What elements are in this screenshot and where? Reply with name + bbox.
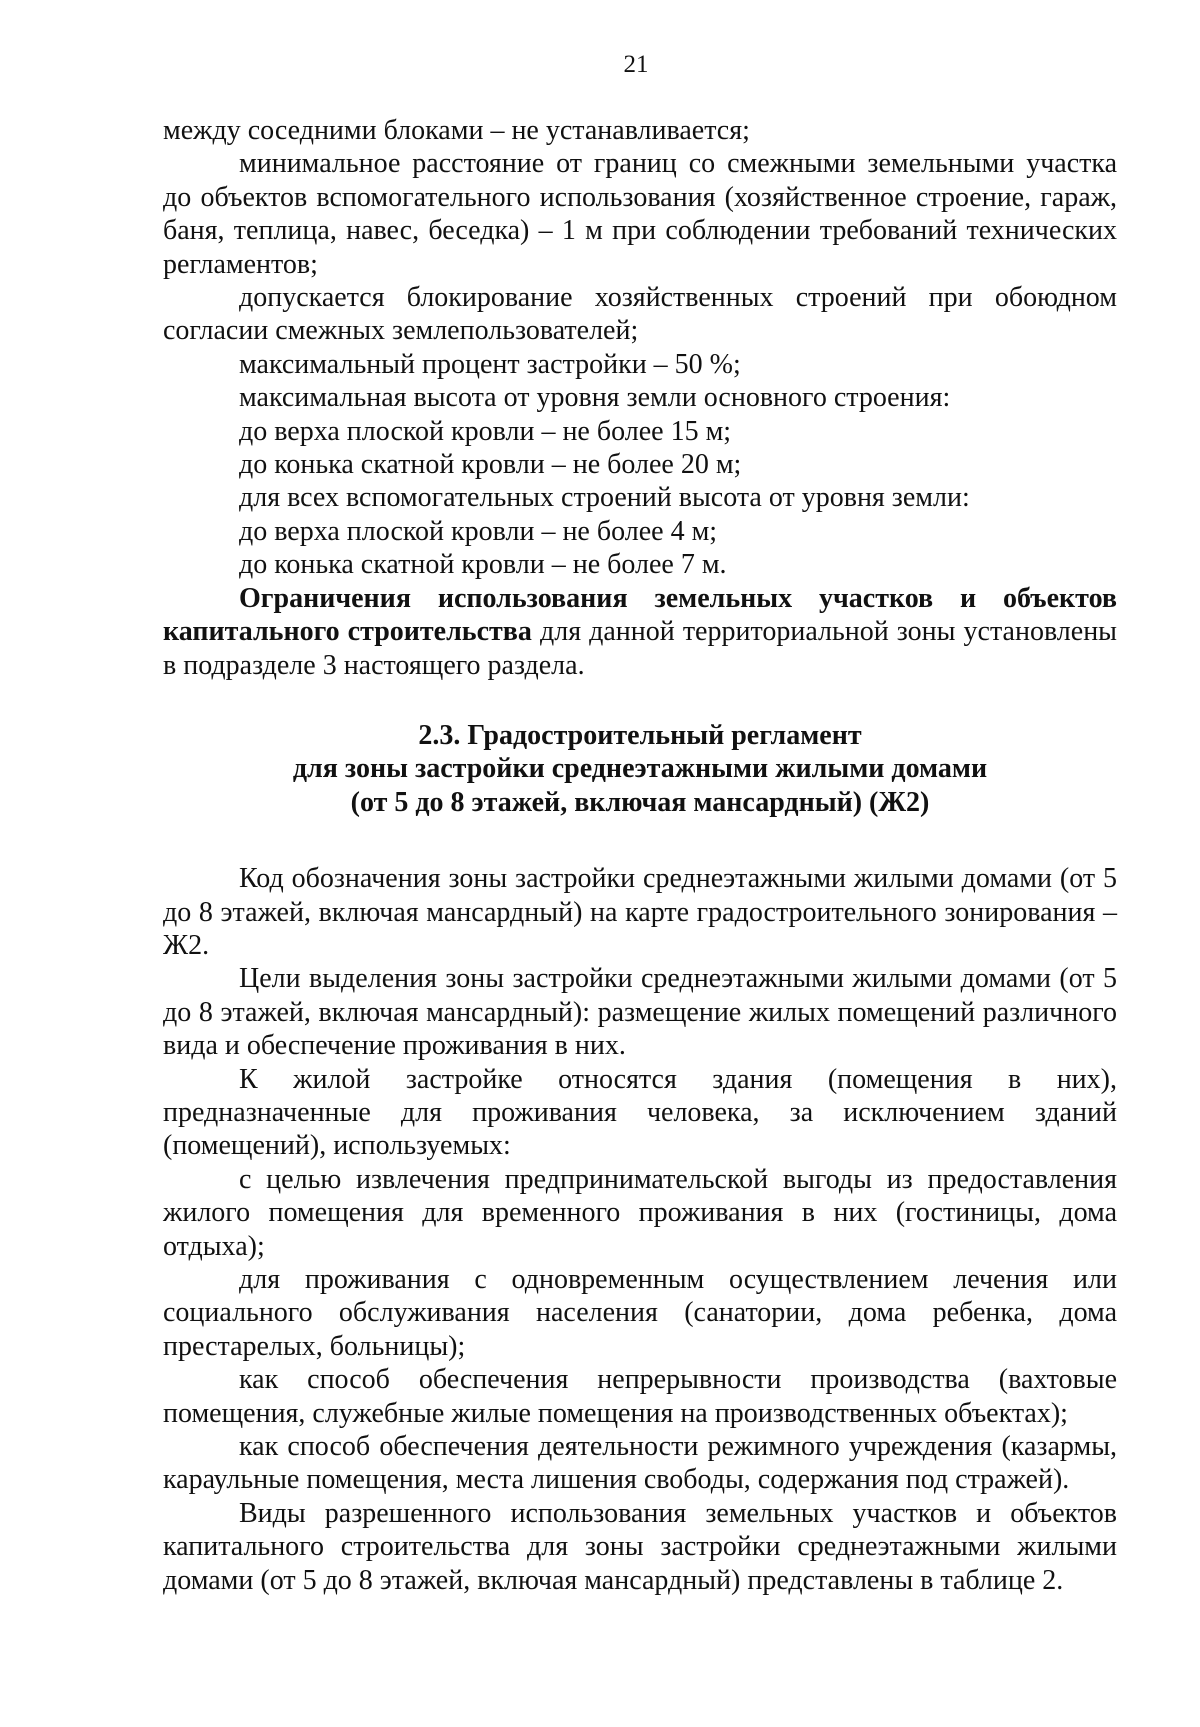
paragraph: минимальное расстояние от границ со смежными земельными участка до объектов вспомогательного использования (хозяйственное строение, гараж, баня, теплица, навес, беседка) – 1 м при соблюдении требований технических регламентов;	[163, 148, 1117, 280]
restrictions-paragraph	[163, 582, 1117, 682]
paragraph: с целью извлечения предпринимательской выгоды из предоставления жилого помещения для временного проживания в них (гостиницы, дома отдыха);	[163, 1163, 1117, 1262]
paragraph: Виды разрешенного использования земельных участков и объектов капитального строительства для зоны застройки среднеэтажными жилыми домами (от 5 до 8 этажей, включая мансардный) представлены в таблице 2.	[163, 1497, 1117, 1596]
section-heading-line: (от 5 до 8 этажей, включая мансардный) (Ж2)	[350, 786, 930, 818]
restrictions-text: для данной территориальной зоны установлены в подразделе 3 настоящего раздела.	[163, 616, 1117, 681]
paragraph: между соседними блоками – не устанавливается;	[163, 115, 750, 146]
paragraph: до конька скатной кровли – не более 7 м.	[239, 549, 727, 581]
paragraph: максимальная высота от уровня земли основного строения:	[239, 382, 951, 414]
paragraph: для всех вспомогательных строений высота от уровня земли:	[239, 482, 970, 514]
document-body	[163, 114, 1117, 1597]
paragraph: допускается блокирование хозяйственных строений при обоюдном согласии смежных землепользователей;	[163, 282, 1117, 347]
paragraph: Цели выделения зоны застройки среднеэтажными жилыми домами (от 5 до 8 этажей, включая мансардный): размещение жилых помещений различного вида и обеспечение проживания в них.	[163, 963, 1117, 1062]
paragraph: до конька скатной кровли – не более 20 м;	[239, 449, 742, 481]
paragraph: для проживания с одновременным осуществлением лечения или социального обслуживания населения (санатории, дома ребенка, дома престарелых, больницы);	[163, 1264, 1117, 1362]
paragraph: до верха плоской кровли – не более 15 м;	[239, 415, 732, 447]
restrictions-bold-text: Ограничения использования земельных участков и объектов капитального строительства	[163, 582, 1117, 648]
paragraph: Код обозначения зоны застройки среднеэтажными жилыми домами (от 5 до 8 этажей, включая мансардный) на карте градостроительного зонирования – Ж2.	[163, 863, 1117, 961]
paragraph: К жилой застройке относятся здания (помещения в них), предназначенные для проживания человека, за исключением зданий (помещений), используемых:	[163, 1063, 1117, 1162]
paragraph: как способ обеспечения непрерывности производства (вахтовые помещения, служебные жилые помещения на производственных объектах);	[163, 1364, 1117, 1429]
page-number: 21	[623, 51, 649, 78]
paragraph: максимальный процент застройки – 50 %;	[239, 348, 741, 380]
section-heading-line: 2.3. Градостроительный регламент	[418, 719, 862, 751]
paragraph: как способ обеспечения деятельности режимного учреждения (казармы, караульные помещения, места лишения свободы, содержания под стражей).	[163, 1431, 1117, 1496]
paragraph: до верха плоской кровли – не более 4 м;	[239, 515, 718, 547]
section-heading-line: для зоны застройки среднеэтажными жилыми домами	[292, 753, 988, 785]
section-heading	[163, 719, 1117, 819]
